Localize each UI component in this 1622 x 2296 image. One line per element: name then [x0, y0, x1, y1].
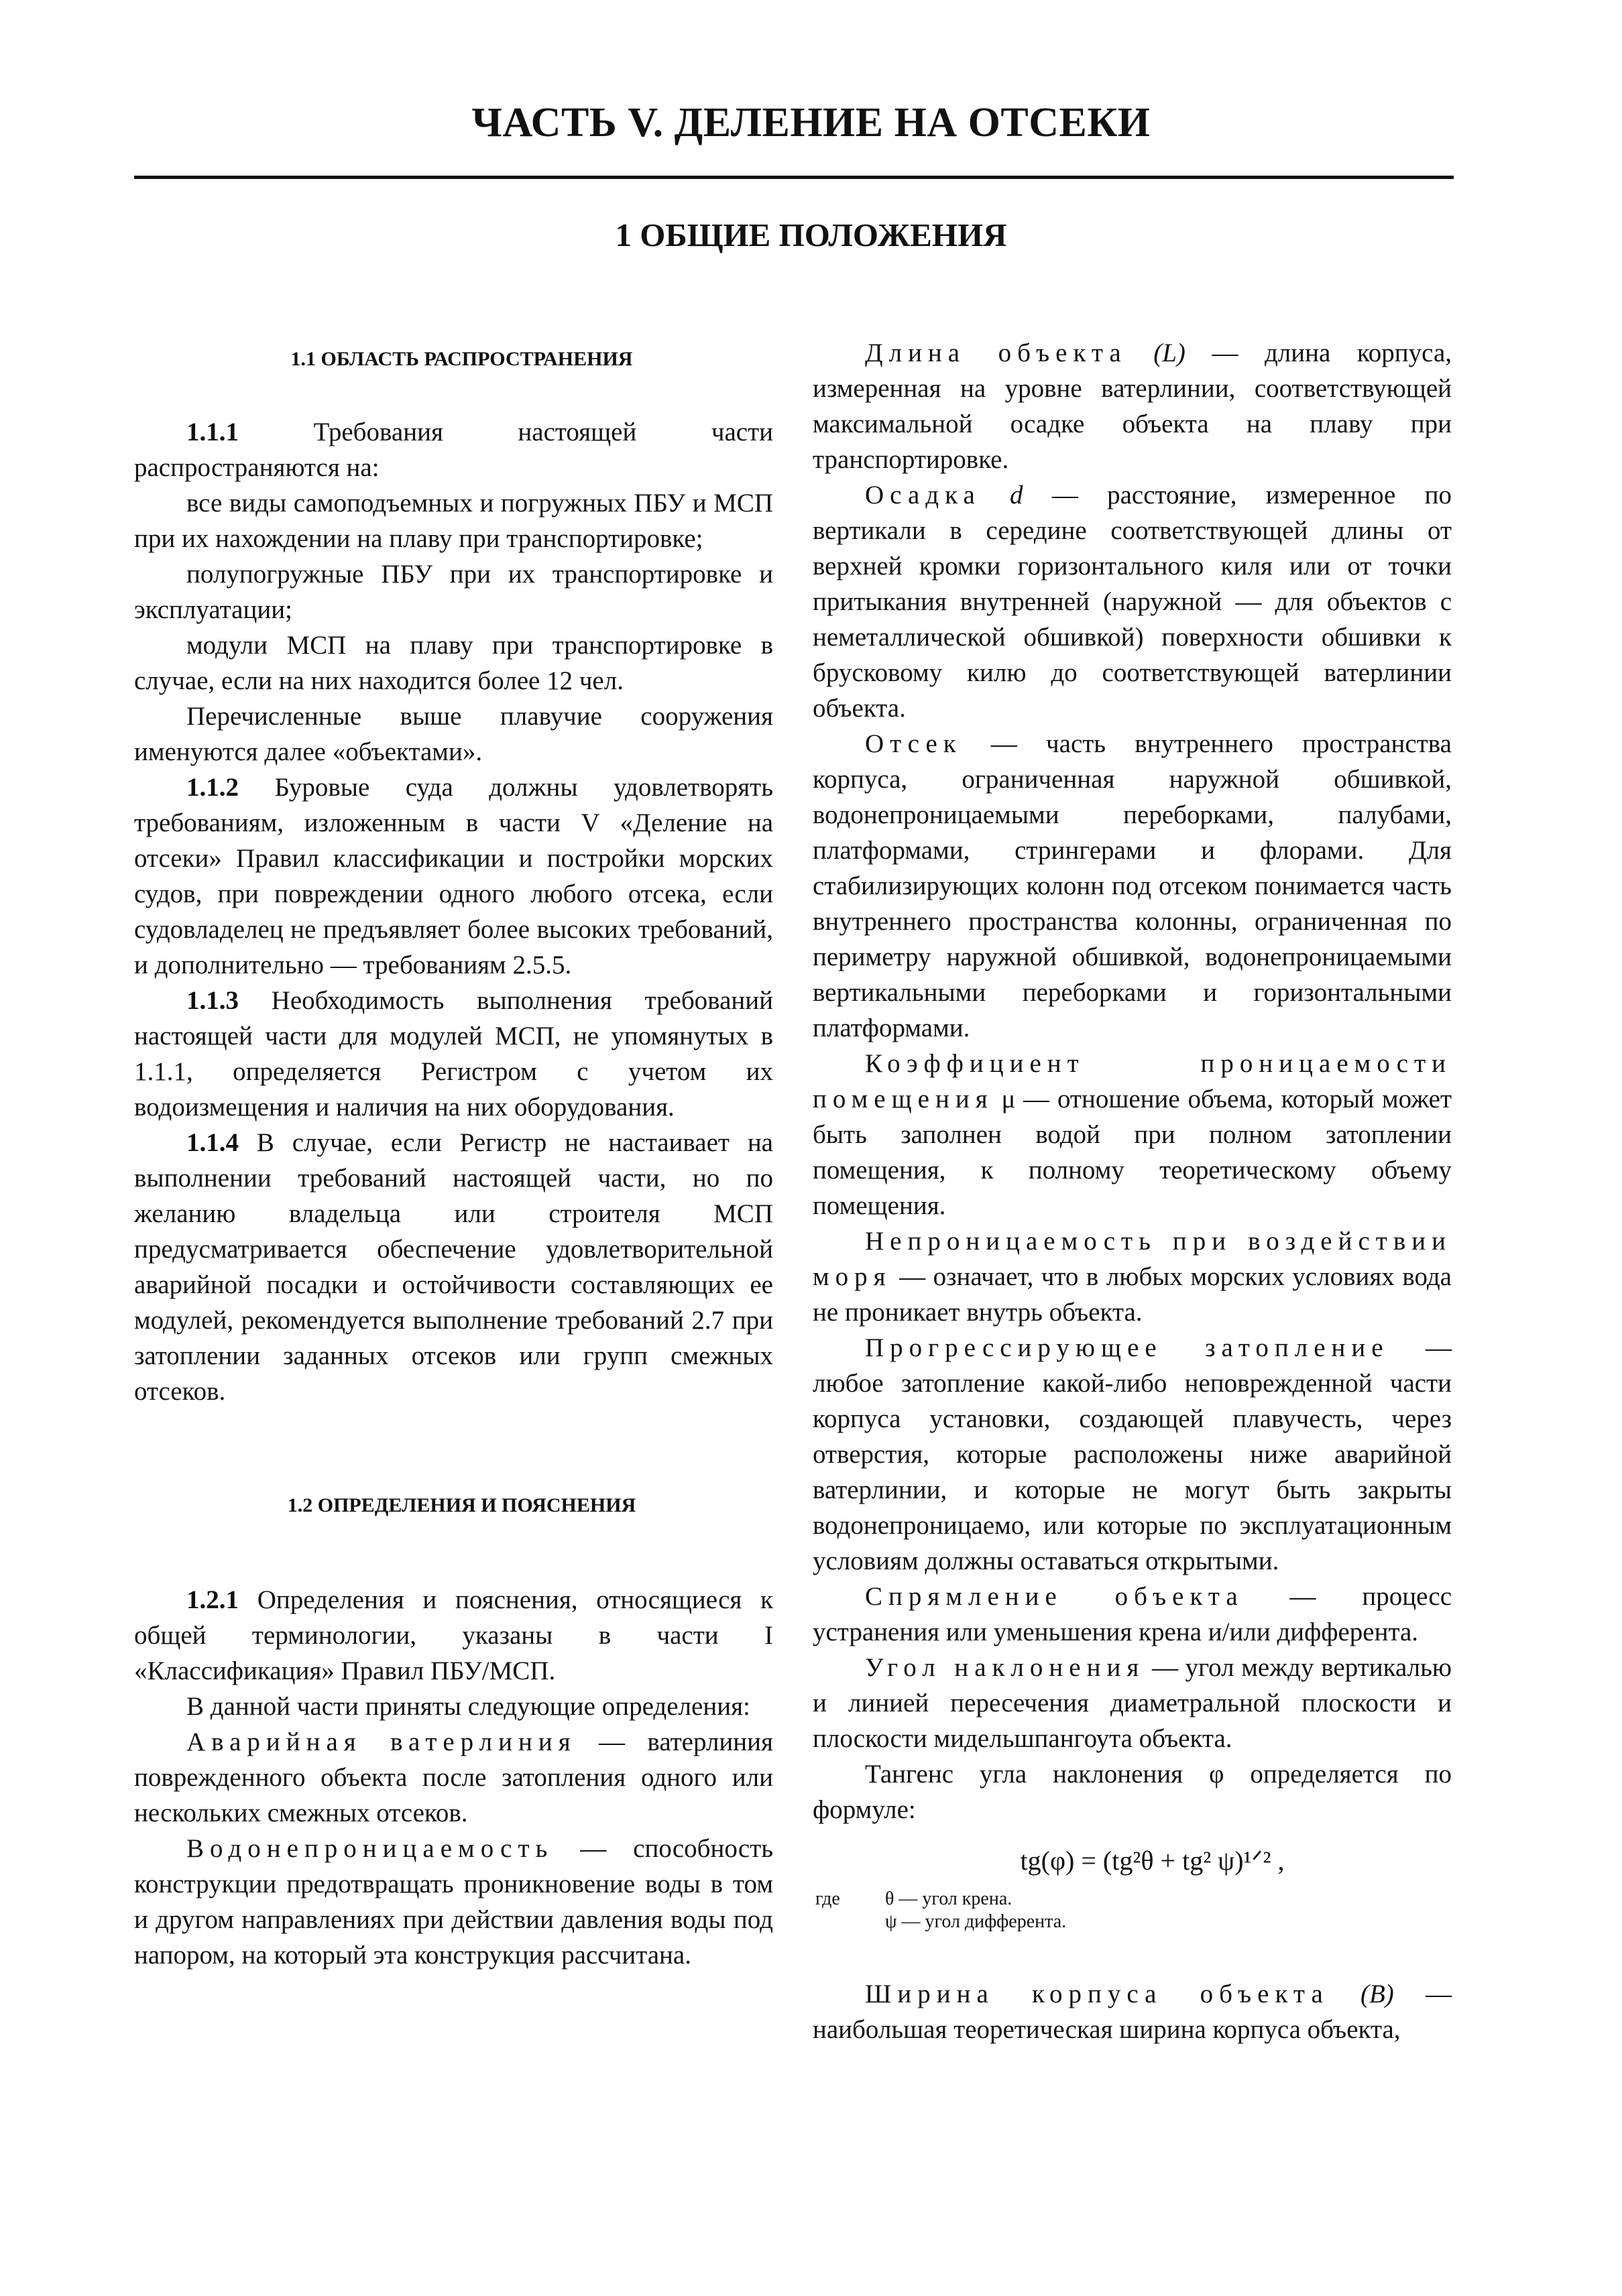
inclination-formula: tg(φ) = (tg²θ + tg² ψ)¹ᐟ² ,	[1020, 1846, 1285, 1876]
definition-text: μ — отношение объема, который может быть заполнен водой при полном затоплении помещения, к полному теоретическому объему помещения.	[813, 1085, 1452, 1220]
definition-text: — любое затопление какой-либо неповрежденной части корпуса установки, создающей плавучесть, через отверстия, которые расположены ниже аварийной ватерлинии, и которые не могут быть закрыты водонепроницаемо, или которые по эксплуатационным условиям должны оставаться открытыми.	[813, 1333, 1452, 1575]
left-column	[134, 335, 773, 1973]
definition-weathertightness	[813, 1223, 1452, 1330]
clause-number: 1.2.1	[186, 1585, 239, 1614]
paragraph-1-1-3	[134, 983, 773, 1125]
paragraph: В данной части приняты следующие определения:	[186, 1692, 750, 1721]
where-label: где	[815, 1888, 840, 1909]
clause-number: 1.1.2	[186, 773, 239, 802]
clause-number: 1.1.1	[186, 418, 239, 446]
symbol: (L)	[1126, 339, 1185, 367]
definition-text: — способность конструкции предотвращать проникновение воды в том и другом направлениях при действии давления воды под напором, на который эта конструкция рассчитана.	[134, 1834, 773, 1970]
subsection-heading-1-1: 1.1 ОБЛАСТЬ РАСПРОСТРАНЕНИЯ	[290, 348, 633, 370]
paragraph-1-1-4	[134, 1125, 773, 1409]
subsection-heading-1-2: 1.2 ОПРЕДЕЛЕНИЯ И ПОЯСНЕНИЯ	[287, 1494, 636, 1516]
paragraph: Тангенс угла наклонения φ определяется по формуле:	[813, 1760, 1452, 1824]
paragraph-text: Буровые суда должны удовлетворять требованиям, изложенным в части V «Деление на отсеки» Правил классификации и постройки морских судов, при повреждении одного любого отсека, если судовладелец не предъявляет более высоких требований, и дополнительно — требованиям 2.5.5.	[134, 773, 773, 979]
definition-text: — угол между вертикалью и линией пересечения диаметральной плоскости и плоскости мидельшпангоута объекта.	[813, 1653, 1452, 1753]
definition-term: Аварийная ватерлиния	[186, 1728, 577, 1756]
paragraph-1-2-1	[134, 1582, 773, 1689]
clause-number: 1.1.4	[186, 1128, 239, 1157]
definition-righting	[813, 1579, 1452, 1650]
paragraph-text: Требования настоящей части распространяются на:	[134, 418, 773, 482]
definition-draught	[813, 477, 1452, 726]
paragraph-1-1-1	[134, 414, 773, 485]
legend-psi: ψ — угол дифферента.	[885, 1911, 1067, 1932]
definition-term: Длина объекта	[865, 339, 1127, 367]
definition-inclination-angle	[813, 1650, 1452, 1756]
list-item: все виды самоподъемных и погружных ПБУ и МСП при их нахождении на плаву при транспортировке;	[134, 489, 773, 553]
definition-progressive-flooding	[813, 1330, 1452, 1579]
legend-lines	[885, 1888, 1066, 1933]
definition-text: — означает, что в любых морских условиях вода не проникает внутрь объекта.	[813, 1262, 1452, 1327]
definition-term: Угол наклонения	[865, 1653, 1145, 1682]
right-column	[813, 335, 1452, 2047]
paragraph-text: В случае, если Регистр не настаивает на выполнении требований настоящей части, но по желанию владельца или строителя МСП предусматривается обеспечение удовлетворительной аварийной посадки и остойчивости составляющих ее модулей, рекомендуется выполнение требований 2.7 при затоплении заданных отсеков или групп смежных отсеков.	[134, 1128, 773, 1406]
paragraph-text: Определения и пояснения, относящиеся к общей терминологии, указаны в части I «Классификация» Правил ПБУ/МСП.	[134, 1585, 773, 1685]
list-item: модули МСП на плаву при транспортировке в случае, если на них находится более 12 чел.	[134, 631, 773, 695]
formula-legend	[813, 1885, 1452, 1935]
definition-permeability	[813, 1046, 1452, 1223]
definition-text: — ватерлиния поврежденного объекта после затопления одного или нескольких смежных отсеков.	[134, 1728, 773, 1827]
definition-watertightness	[134, 1831, 773, 1973]
section-title: 1 ОБЩИЕ ПОЛОЖЕНИЯ	[615, 217, 1007, 253]
definition-term: Осадка	[865, 481, 981, 509]
legend-theta: θ — угол крена.	[885, 1888, 1012, 1909]
page-title: ЧАСТЬ V. ДЕЛЕНИЕ НА ОТСЕКИ	[471, 100, 1151, 145]
definition-term: Ширина корпуса объекта	[865, 1980, 1329, 2008]
definition-term: Отсек	[865, 729, 962, 758]
definition-text: — процесс устранения или уменьшения крена и/или дифферента.	[813, 1582, 1452, 1646]
definition-term: Спрямление объекта	[865, 1582, 1244, 1611]
title-divider	[134, 176, 1454, 179]
paragraph-1-1-2	[134, 770, 773, 983]
symbol: d	[980, 481, 1023, 509]
paragraph-text: Необходимость выполнения требований настоящей части для модулей МСП, не упомянутых в 1.1.1, определяется Регистром с учетом их водоизмещения и наличия на них оборудования.	[134, 986, 773, 1122]
list-item: полупогружные ПБУ при их транспортировке и эксплуатации;	[134, 560, 773, 624]
definition-text: — длина корпуса, измеренная на уровне ватерлинии, соответствующей максимальной осадке объекта на плаву при транспортировке.	[813, 339, 1452, 474]
definition-compartment	[813, 726, 1452, 1046]
paragraph: Перечисленные выше плавучие сооружения именуются далее «объектами».	[134, 702, 773, 766]
definition-term: Непроницаемость при воздействии моря	[813, 1227, 1452, 1291]
definition-object-length	[813, 335, 1452, 477]
definition-emergency-waterline	[134, 1724, 773, 1831]
definition-hull-breadth	[813, 1976, 1452, 2047]
symbol: (B)	[1328, 1980, 1394, 2008]
definition-term: Коэффициент проницаемости помещения	[813, 1049, 1452, 1113]
definition-text: — расстояние, измеренное по вертикали в середине соответствующей длины от верхней кромки горизонтального киля или от точки притыкания внутренней (наружной — для объектов с неметаллической обшивкой) поверхности обшивки к брусковому килю до соответствующей ватерлинии объекта.	[813, 481, 1452, 723]
definition-term: Прогрессирующее затопление	[865, 1333, 1389, 1362]
definition-text: — часть внутреннего пространства корпуса, ограниченная наружной обшивкой, водонепроницаемыми переборками, палубами, платформами, стрингерами и флорами. Для стабилизирующих колонн под отсеком понимается часть внутреннего пространства колонны, ограниченная по периметру наружной обшивкой, водонепроницаемыми вертикальными переборками и горизонтальными платформами.	[813, 729, 1452, 1042]
clause-number: 1.1.3	[186, 986, 239, 1015]
definition-text: — наибольшая теоретическая ширина корпуса объекта,	[813, 1980, 1452, 2044]
definition-term: Водонепроницаемость	[186, 1834, 554, 1863]
